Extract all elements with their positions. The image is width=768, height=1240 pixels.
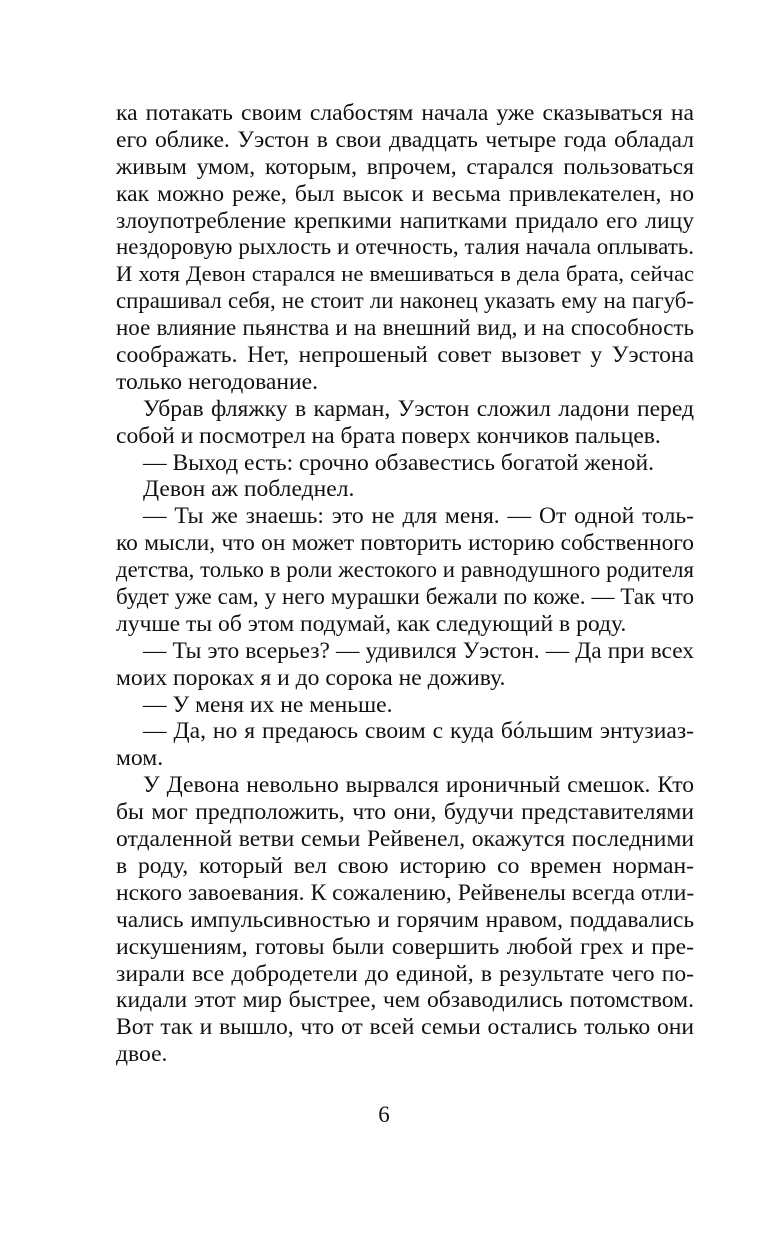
text-line: — Выход есть: срочно обзавестись богатой женой. [143,449,654,476]
text-line: ка потакать своим слабостям начала уже сказываться на [116,100,694,126]
text-line: его облике. Уэстон в свои двадцать четыре года обладал [116,126,694,153]
text-line: кидали этот мир быстрее, чем обзаводились потомством. [116,987,694,1014]
text-line: только негодование. [116,368,319,395]
text-line: чались импульсивностью и горячим нравом, поддавались [116,906,694,933]
text-line: будет уже сам, у него мурашки бежали по коже. — Так что [116,584,694,610]
text-line: Девон аж побледнел. [143,476,355,503]
text-line: как можно реже, был высок и весьма привлекателен, но [116,180,694,207]
text-line: лучше ты об этом подумай, как следующий в роду. [116,610,627,637]
text-line: ное влияние пьянства и на внешний вид, и на способность [116,315,694,341]
text-line: мом. [116,745,164,772]
text-line: детства, только в роли жестокого и равнодушного родителя [116,557,694,583]
text-line: спрашивал себя, не стоит ли наконец указать ему на пагуб- [116,288,694,314]
text-line: Убрав фляжку в карман, Уэстон сложил ладони перед [143,395,694,422]
text-line: — Ты же знаешь: это не для меня. — От одной толь- [143,503,694,530]
text-line: — Да, но я предаюсь своим с куда бóльшим энтузиаз- [143,718,694,745]
page-text-block [116,100,694,1068]
text-line: бы мог предположить, что они, будучи представителями [116,799,694,826]
page-number: 6 [378,1102,390,1127]
text-line: У Девона невольно вырвался ироничный смешок. Кто [143,772,694,799]
text-line: собой и посмотрел на брата поверх кончиков пальцев. [116,422,661,449]
text-line: искушениям, готовы были совершить любой грех и пре- [116,933,694,960]
text-line: нездоровую рыхлость и отечность, талия начала оплывать. [116,234,694,260]
text-line: зирали все добродетели до единой, в результате чего по- [116,960,694,987]
text-line: — У меня их не меньше. [143,691,393,718]
text-line: нского завоевания. К сожалению, Рейвенелы всегда отли- [116,879,695,906]
text-line: Вот так и вышло, что от всей семьи остались только они [116,1014,694,1041]
text-line: моих пороках я и до сорока не доживу. [116,664,506,691]
text-line: ко мысли, что он может повторить историю собственного [116,530,694,557]
text-line: И хотя Девон старался не вмешиваться в дела брата, сейчас [116,261,694,287]
text-line: — Ты это всерьез? — удивился Уэстон. — Да при всех [143,637,694,664]
text-line: двое. [116,1041,168,1068]
text-line: живым умом, которым, впрочем, старался пользоваться [116,153,694,180]
text-line: отдаленной ветви семьи Рейвенел, окажутся последними [116,826,694,853]
text-line: злоупотребление крепкими напитками придало его лицу [116,207,694,234]
text-line: соображать. Нет, непрошеный совет вызовет у Уэстона [116,342,694,369]
text-line: в роду, который вел свою историю со времен норман- [116,852,694,879]
